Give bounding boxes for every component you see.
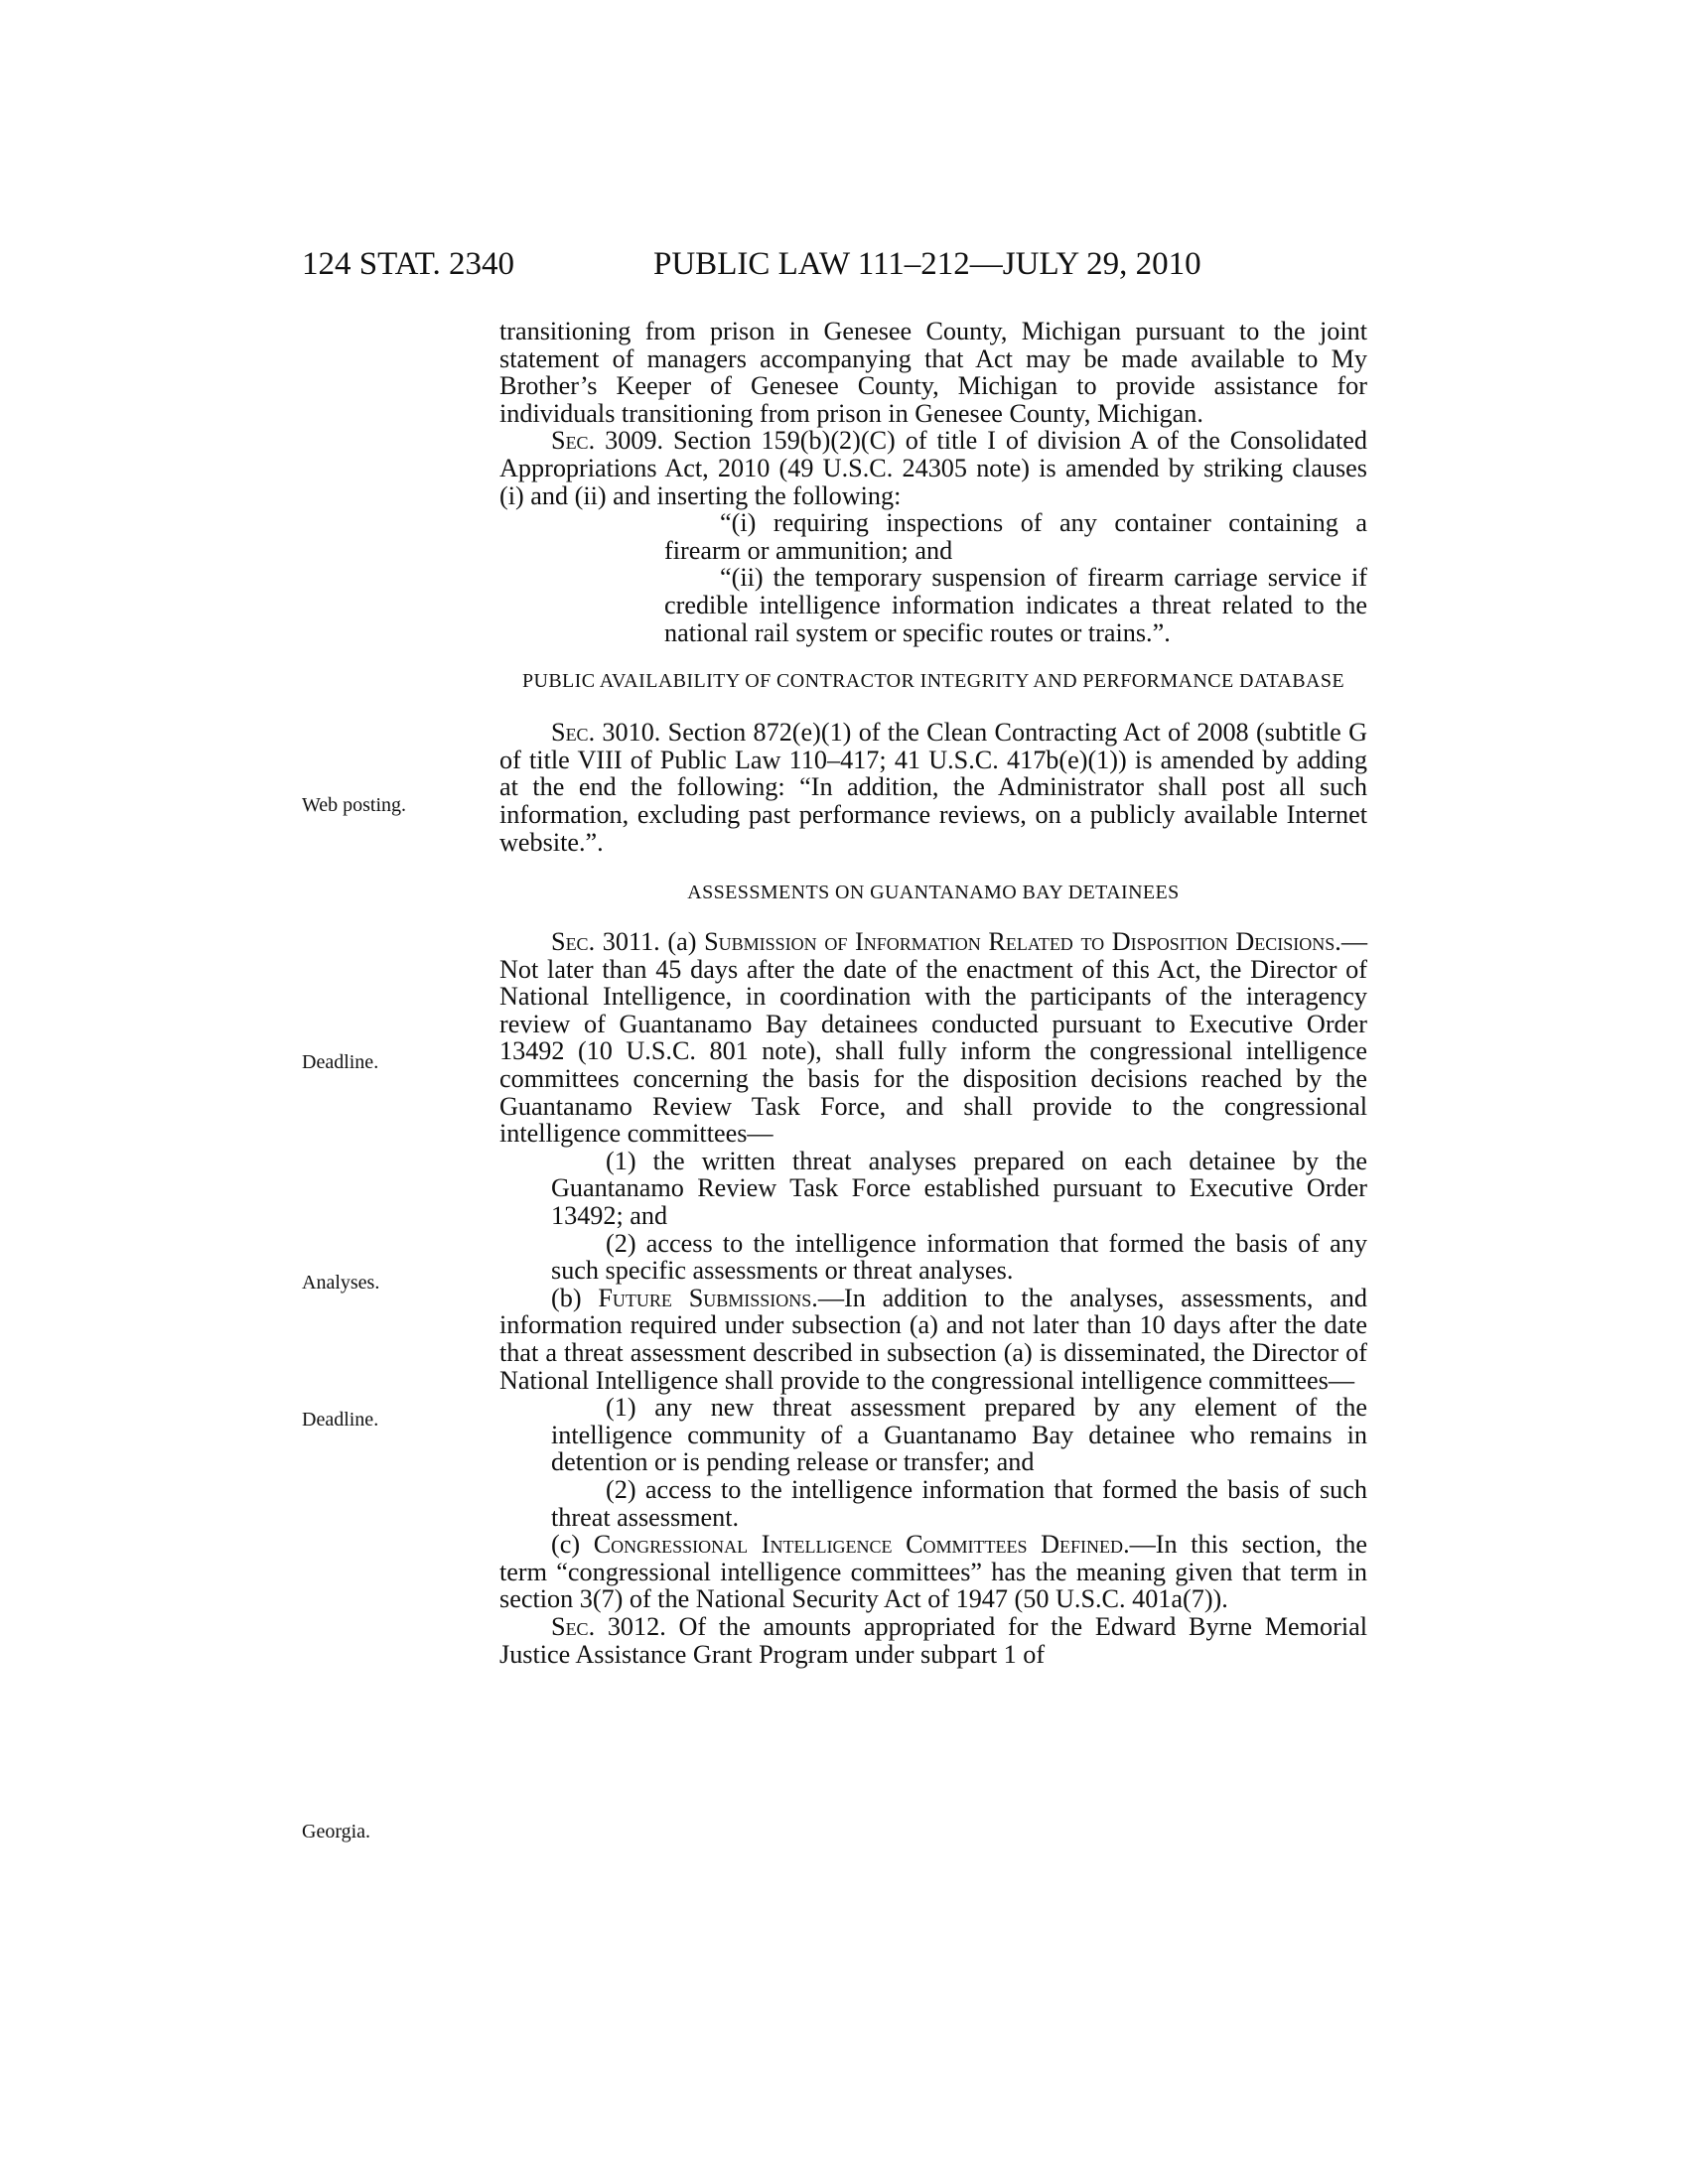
stat-reference: 124 STAT. 2340 xyxy=(302,246,515,282)
sec-label: Sec. xyxy=(551,927,596,957)
subsection-b-heading: Future Submissions xyxy=(598,1283,812,1312)
subsection-b-text: .—In addition to the analyses, assessments, and information required under subsection (a) and not later than 10 days after the date that a threat assessment described in subsection (a) is disseminated, the Director of National Intelligence shall provide to the congressional intelligence committees— xyxy=(499,1283,1367,1395)
section-3012-text: 3012. Of the amounts appropriated for the Edward Byrne Memorial Justice Assistance Grant Program under subpart 1 of xyxy=(499,1611,1367,1669)
margin-note-deadline: Deadline. xyxy=(302,1051,379,1073)
body-text xyxy=(499,318,1367,1668)
section-3012 xyxy=(499,1613,1367,1668)
margin-note-web-posting: Web posting. xyxy=(302,794,407,816)
section-heading-guantanamo: ASSESSMENTS ON GUANTANAMO BAY DETAINEES xyxy=(687,882,1180,904)
section-heading-contractor-database: PUBLIC AVAILABILITY OF CONTRACTOR INTEGRITY AND PERFORMANCE DATABASE xyxy=(521,670,1345,693)
clause-ii: “(ii) the temporary suspension of firearm carriage service if credible intelligence information indicates a threat related to the national rail system or specific routes or trains.”. xyxy=(664,563,1367,647)
section-3009-text: 3009. Section 159(b)(2)(C) of title I of division A of the Consolidated Appropriations Act, 2010 (49 U.S.C. 24305 note) is amended by striking clauses (i) and (ii) and inserting the following: xyxy=(499,426,1367,510)
section-3010-text: 3010. Section 872(e)(1) of the Clean Contracting Act of 2008 (subtitle G of title VIII of Public Law 110–417; 41 U.S.C. 417b(e)(1)) is amended by adding at the end the following: “In addition, the Administrator shall post all such information, excluding past performance reviews, on a publicly available Internet website.”. xyxy=(499,718,1367,857)
subsection-b-prefix: (b) xyxy=(551,1283,599,1312)
paragraph-b2: (2) access to the intelligence information that formed the basis of such threat assessment. xyxy=(551,1474,1367,1532)
subsection-a-text: .—Not later than 45 days after the date of the enactment of this Act, the Director of National Intelligence, in coordination with the participants of the interagency review of Guantanamo Bay detainees conducted pursuant to Executive Order 13492 (10 U.S.C. 801 note), shall fully inform the congressional intelligence committees concerning the basis for the disposition decisions reached by the Guantanamo Review Task Force, and shall provide to the congressional intelligence committees— xyxy=(499,927,1367,1149)
paragraph-b1: (1) any new threat assessment prepared by any element of the intelligence community of a Guantanamo Bay detainee who remains in detention or is pending release or transfer; and xyxy=(551,1393,1367,1477)
clause-i: “(i) requiring inspections of any container containing a firearm or ammunition; and xyxy=(664,508,1367,565)
margin-note-analyses: Analyses. xyxy=(302,1272,380,1294)
subsection-c xyxy=(499,1531,1367,1613)
subsection-c-heading: Congressional Intelligence Committees Defined xyxy=(593,1530,1124,1560)
paragraph-a2: (2) access to the intelligence information that formed the basis of any such specific assessments or threat analyses. xyxy=(551,1228,1367,1286)
section-3009 xyxy=(499,427,1367,509)
paragraph-a1: (1) the written threat analyses prepared on each detainee by the Guantanamo Review Task Force established pursuant to Executive Order 13492; and xyxy=(551,1146,1367,1231)
margin-note-deadline-2: Deadline. xyxy=(302,1409,379,1431)
section-3010 xyxy=(499,719,1367,856)
sec-label: Sec. xyxy=(551,426,596,456)
subsection-c-text: .—In this section, the term “congressional intelligence committees” has the meaning given that term in section 3(7) of the National Security Act of 1947 (50 U.S.C. 401a(7)). xyxy=(499,1530,1367,1614)
page-title: PUBLIC LAW 111–212—JULY 29, 2010 xyxy=(653,246,1201,282)
section-3011-a xyxy=(499,928,1367,1148)
subsection-a-heading: Submission of Information Related to Disposition Decisions xyxy=(704,927,1336,957)
sec-label: Sec. xyxy=(551,718,596,748)
subsection-c-prefix: (c) xyxy=(551,1530,594,1560)
margin-note-georgia: Georgia. xyxy=(302,1821,371,1843)
subsection-b xyxy=(499,1285,1367,1394)
continuation-paragraph: transitioning from prison in Genesee County, Michigan pursuant to the joint statement of managers accompanying that Act may be made available to My Brother’s Keeper of Genesee County, Michigan to provide assistance for individuals transitioning from prison in Genesee County, Michigan. xyxy=(499,317,1367,428)
section-3011-number: 3011. (a) xyxy=(595,927,705,957)
sec-label: Sec. xyxy=(551,1611,596,1641)
